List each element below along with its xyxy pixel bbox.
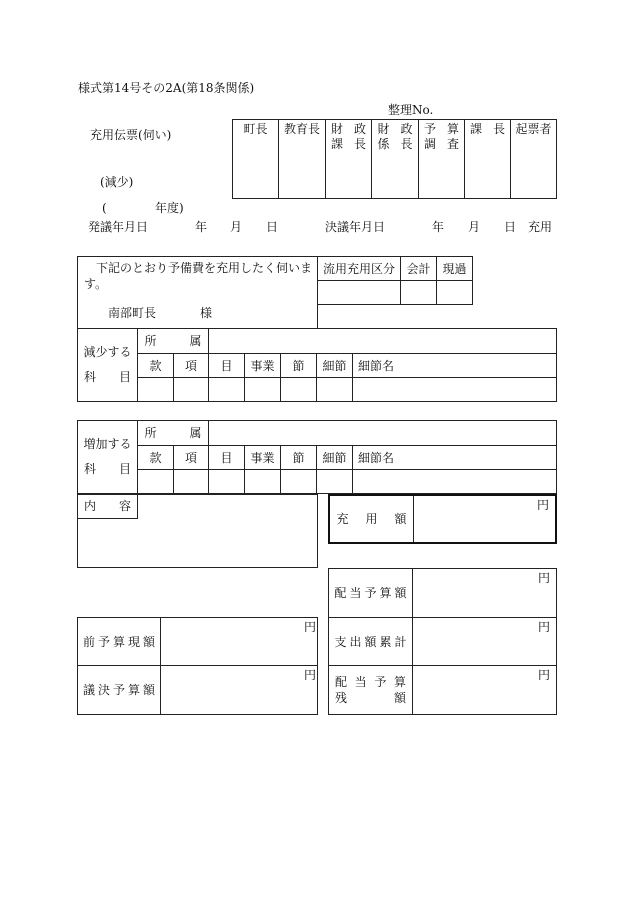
- yen-unit: 円: [537, 571, 550, 585]
- decrease-header-row: [78, 354, 557, 378]
- entry-cell: [174, 470, 209, 494]
- approval-cell-section-chief: [465, 120, 511, 199]
- increase-affiliation-row: [78, 421, 557, 446]
- column-header: 節: [281, 446, 317, 470]
- column-header: 事業: [245, 354, 281, 378]
- remaining-budget-label-cell: [329, 666, 413, 714]
- entry-cell: [281, 378, 317, 402]
- request-box: [77, 256, 318, 329]
- appropriation-amount-box: [328, 494, 557, 544]
- account-cell: [401, 281, 437, 305]
- proposal-month-unit: 月: [230, 220, 243, 234]
- approval-label: 課長: [470, 122, 505, 136]
- previous-budget-label-cell: [78, 618, 161, 665]
- column-header: 目: [209, 354, 245, 378]
- appropriation-suffix: 充用: [528, 220, 553, 234]
- decision-month-unit: 月: [468, 220, 481, 234]
- yen-unit: 円: [303, 668, 316, 682]
- column-header: 目: [209, 446, 245, 470]
- decrease-account-table: [77, 328, 557, 402]
- approval-label: 財政: [377, 122, 413, 136]
- transfer-type-cell: [318, 281, 401, 305]
- honorific: 様: [200, 306, 213, 320]
- allocated-budget-value: [413, 569, 556, 617]
- proposal-day-unit: 日: [266, 220, 279, 234]
- reference-number-label: 整理No.: [388, 103, 434, 117]
- increase-label: 増加する: [83, 437, 132, 451]
- content-box: [77, 494, 318, 568]
- subject-label: 科目: [84, 370, 131, 384]
- column-header: 細節: [317, 446, 353, 470]
- previous-budget-box: [77, 617, 318, 666]
- approval-cell-superintendent: [279, 120, 326, 199]
- addressee: 南部町長: [108, 306, 157, 320]
- decrease-affiliation-value: [209, 329, 557, 354]
- approved-budget-label-cell: [78, 666, 161, 714]
- proposal-date-label: 発議年月日: [88, 220, 149, 234]
- yen-unit: 円: [303, 620, 316, 634]
- appropriation-amount-label-cell: [330, 496, 414, 542]
- appropriation-amount-label: 充用額: [336, 512, 407, 526]
- approval-label: 財政: [331, 122, 366, 136]
- remaining-budget-box: [328, 665, 557, 715]
- increase-label-subject: [78, 457, 137, 482]
- approval-cell-budget-review: [419, 120, 465, 199]
- remaining-budget-value: [413, 666, 556, 714]
- yen-unit: 円: [536, 498, 549, 512]
- remaining-budget-label-line1: 配当予算: [335, 675, 406, 689]
- content-label-cell: [78, 495, 138, 519]
- entry-cell: [281, 470, 317, 494]
- approval-cell-mayor: [233, 120, 279, 199]
- column-header: 細節: [317, 354, 353, 378]
- expenditure-total-value: [413, 618, 556, 665]
- transfer-type-table: [317, 256, 473, 305]
- request-text: 下記のとおり予備費を充用したく伺います。: [84, 261, 313, 291]
- form-title: 充用伝票(伺い): [90, 128, 172, 142]
- expenditure-total-label-cell: [329, 618, 413, 665]
- proposal-year-unit: 年: [195, 220, 208, 234]
- remaining-budget-label-line2: 残額: [335, 691, 406, 705]
- column-header: 項: [174, 354, 209, 378]
- decrease-label-subject: [78, 365, 137, 390]
- subject-label: 科目: [84, 462, 131, 476]
- current-past-header: 現過: [437, 257, 473, 281]
- column-header: 細節名: [353, 446, 557, 470]
- entry-cell: [317, 470, 353, 494]
- content-label: 内容: [84, 499, 131, 513]
- approval-cell-finance-chief: [372, 120, 419, 199]
- form-number: 様式第14号その2A(第18条関係): [78, 81, 255, 95]
- approval-label: 予算: [424, 122, 459, 136]
- approval-cell-finance-director: [326, 120, 372, 199]
- column-header: 款: [138, 446, 174, 470]
- decrease-entry-row: [78, 378, 557, 402]
- column-header: 款: [138, 354, 174, 378]
- decision-year-unit: 年: [432, 220, 445, 234]
- approval-row: [233, 120, 557, 199]
- entry-cell: [353, 470, 557, 494]
- approval-label: 調査: [424, 137, 459, 151]
- approval-label: 起票者: [515, 122, 552, 136]
- allocated-budget-label: 配当予算額: [334, 586, 407, 600]
- approval-label: 課長: [331, 137, 366, 151]
- decision-day-unit: 日: [504, 220, 517, 234]
- decrease-affiliation-label-cell: [138, 329, 209, 354]
- decision-date-label: 決議年月日: [325, 220, 386, 234]
- column-header: 細節名: [353, 354, 557, 378]
- entry-cell: [209, 378, 245, 402]
- approval-label: 町長: [243, 122, 268, 136]
- column-header: 節: [281, 354, 317, 378]
- current-past-cell: [437, 281, 473, 305]
- previous-budget-label: 前予算現額: [83, 634, 155, 649]
- approved-budget-label: 議決予算額: [83, 683, 155, 697]
- entry-cell: [245, 470, 281, 494]
- allocated-budget-label-cell: [329, 569, 413, 617]
- entry-cell: [245, 378, 281, 402]
- approval-label: 教育長: [283, 122, 320, 136]
- expenditure-total-label: 支出額累計: [334, 634, 407, 649]
- entry-cell: [174, 378, 209, 402]
- expenditure-total-box: [328, 617, 557, 666]
- yen-unit: 円: [537, 668, 550, 682]
- account-header: 会計: [401, 257, 437, 281]
- increase-header-row: [78, 446, 557, 470]
- entry-cell: [138, 378, 174, 402]
- yen-unit: 円: [537, 620, 550, 634]
- approval-label: 係長: [377, 137, 413, 151]
- decrease-label: 減少する: [83, 345, 132, 359]
- allocated-budget-box: [328, 568, 557, 618]
- decrease-label-cell: [78, 329, 138, 402]
- affiliation-label: 所属: [144, 426, 202, 440]
- column-header: 項: [174, 446, 209, 470]
- entry-cell: [138, 470, 174, 494]
- approval-cell-drafter: [511, 120, 557, 199]
- increase-affiliation-label-cell: [138, 421, 209, 446]
- increase-entry-row: [78, 470, 557, 494]
- column-header: 事業: [245, 446, 281, 470]
- previous-budget-value: [161, 618, 317, 665]
- approved-budget-box: [77, 665, 318, 715]
- approved-budget-value: [161, 666, 317, 714]
- appropriation-amount-value: [414, 496, 555, 542]
- increase-account-table: [77, 420, 557, 494]
- decrease-affiliation-row: [78, 329, 557, 354]
- entry-cell: [353, 378, 557, 402]
- transfer-type-header: 流用充用区分: [318, 257, 401, 281]
- entry-cell: [317, 378, 353, 402]
- transfer-header-row: [318, 257, 473, 281]
- increase-affiliation-value: [209, 421, 557, 446]
- increase-label-cell: [78, 421, 138, 494]
- fiscal-year-open: (: [102, 201, 107, 215]
- affiliation-label: 所属: [144, 334, 202, 348]
- fiscal-year-label: 年度): [155, 201, 184, 215]
- transfer-entry-row: [318, 281, 473, 305]
- approval-stamp-table: [232, 119, 557, 199]
- entry-cell: [209, 470, 245, 494]
- form-subtitle: (減少): [100, 175, 134, 189]
